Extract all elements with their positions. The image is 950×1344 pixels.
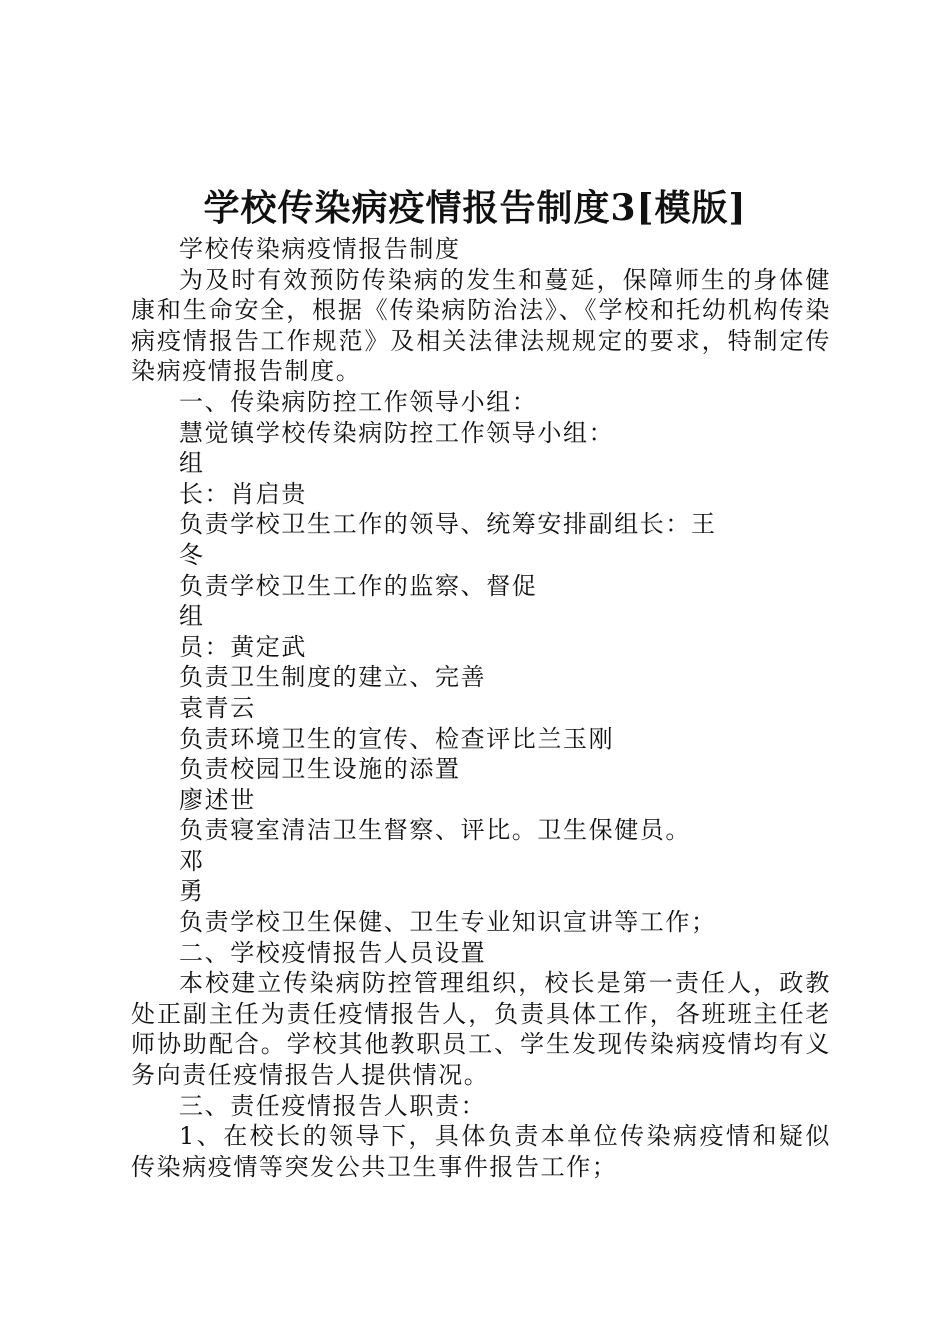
paragraph-line: 廖述世: [179, 785, 256, 814]
paragraph-line: 负责环境卫生的宣传、检查评比兰玉刚: [179, 724, 615, 753]
document-title: 学校传染病疫情报告制度3[模版]: [203, 187, 747, 229]
paragraph-line: 负责寝室清洁卫生督察、评比。卫生保健员。: [179, 816, 691, 845]
paragraph-line: 冬: [179, 540, 205, 569]
paragraph-line: 长：肖启贵: [179, 479, 307, 508]
paragraph-intro: 为及时有效预防传染病的发生和蔓延，保障师生的身体健康和生命安全，根据《传染病防治法》、《学校和托幼机构传染病疫情报告工作规范》及相关法律法规规定的要求，特制定传染病疫情报告制度。: [131, 265, 831, 386]
paragraph-line: 员：黄定武: [179, 632, 307, 661]
paragraph-line: 组: [179, 449, 205, 478]
document-body: [131, 234, 831, 1182]
section-heading-1: 一、传染病防控工作领导小组：: [179, 387, 538, 416]
section-heading-2: 二、学校疫情报告人员设置: [179, 938, 487, 967]
paragraph-line: 邓: [179, 846, 205, 875]
paragraph-group-name: 慧觉镇学校传染病防控工作领导小组：: [179, 418, 615, 447]
paragraph-reporting-setup: 本校建立传染病防控管理组织，校长是第一责任人，政教处正副主任为责任疫情报告人，负责具体工作，各班班主任老师协助配合。学校其他教职员工、学生发现传染病疫情均有义务向责任疫情报告人提供情况。: [131, 969, 831, 1090]
paragraph-line: 负责学校卫生工作的领导、统筹安排副组长：王: [179, 510, 717, 539]
paragraph-line: 负责学校卫生工作的监察、督促: [179, 571, 538, 600]
paragraph-subtitle: 学校传染病疫情报告制度: [179, 235, 461, 263]
paragraph-line: 负责学校卫生保健、卫生专业知识宣讲等工作；: [179, 908, 717, 937]
section-heading-3: 三、责任疫情报告人职责：: [179, 1091, 487, 1120]
paragraph-duty-1: 1、在校长的领导下，具体负责本单位传染病疫情和疑似传染病疫情等突发公共卫生事件报告工作；: [131, 1122, 831, 1181]
paragraph-line: 负责校园卫生设施的添置: [179, 755, 461, 784]
paragraph-line: 组: [179, 602, 205, 631]
paragraph-line: 勇: [179, 877, 205, 906]
paragraph-line: 负责卫生制度的建立、完善: [179, 663, 487, 692]
paragraph-line: 袁青云: [179, 693, 256, 722]
